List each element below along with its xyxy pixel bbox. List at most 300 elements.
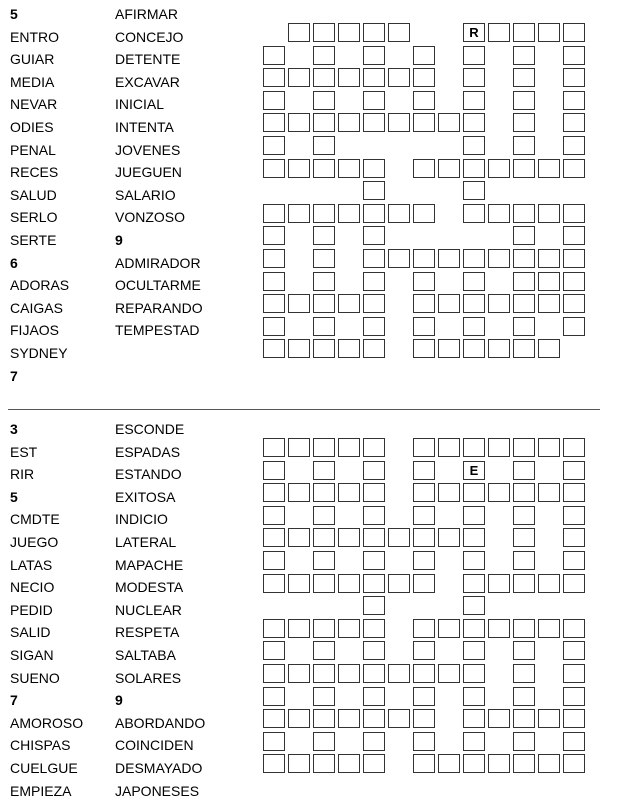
grid-cell[interactable] — [288, 574, 310, 593]
grid-cell[interactable] — [388, 528, 410, 547]
grid-cell[interactable] — [513, 339, 535, 358]
grid-cell[interactable] — [313, 317, 335, 336]
grid-cell[interactable] — [313, 249, 335, 268]
grid-cell[interactable] — [463, 619, 485, 638]
grid-cell[interactable] — [313, 23, 335, 42]
grid-cell[interactable] — [463, 574, 485, 593]
grid-cell[interactable] — [488, 619, 510, 638]
grid-cell[interactable] — [538, 204, 560, 223]
grid-cell[interactable] — [463, 159, 485, 178]
grid-cell[interactable] — [513, 113, 535, 132]
grid-cell[interactable] — [363, 159, 385, 178]
grid-cell[interactable] — [313, 438, 335, 457]
grid-cell[interactable] — [288, 619, 310, 638]
grid-cell[interactable] — [488, 159, 510, 178]
grid-cell[interactable] — [263, 204, 285, 223]
grid-cell[interactable] — [463, 506, 485, 525]
grid-cell[interactable] — [313, 709, 335, 728]
grid-cell[interactable] — [513, 709, 535, 728]
grid-cell[interactable] — [413, 68, 435, 87]
given-letter-cell[interactable]: E — [463, 461, 485, 480]
grid-cell[interactable] — [413, 574, 435, 593]
grid-cell[interactable] — [513, 551, 535, 570]
grid-cell[interactable] — [388, 709, 410, 728]
word-item: RESPETA — [115, 624, 180, 641]
grid-cell[interactable] — [263, 461, 285, 480]
grid-cell[interactable] — [263, 483, 285, 502]
grid-cell[interactable] — [488, 249, 510, 268]
grid-cell[interactable] — [538, 339, 560, 358]
grid-cell[interactable] — [363, 23, 385, 42]
grid-cell[interactable] — [563, 136, 585, 155]
grid-cell[interactable] — [263, 506, 285, 525]
grid-cell[interactable] — [338, 664, 360, 683]
grid-cell[interactable] — [263, 294, 285, 313]
grid-cell[interactable] — [413, 506, 435, 525]
grid-cell[interactable] — [363, 249, 385, 268]
grid-cell[interactable] — [263, 709, 285, 728]
word-item: ADMIRADOR — [115, 254, 201, 271]
grid-cell[interactable] — [263, 687, 285, 706]
grid-cell[interactable] — [313, 664, 335, 683]
grid-cell[interactable] — [413, 483, 435, 502]
grid-cell[interactable] — [263, 732, 285, 751]
grid-cell[interactable] — [463, 732, 485, 751]
grid-cell[interactable] — [338, 159, 360, 178]
grid-cell[interactable] — [263, 226, 285, 245]
grid-cell[interactable] — [513, 574, 535, 593]
grid-cell[interactable] — [463, 136, 485, 155]
grid-cell[interactable] — [263, 438, 285, 457]
grid-cell[interactable] — [463, 551, 485, 570]
grid-cell[interactable] — [463, 483, 485, 502]
grid-cell[interactable] — [563, 91, 585, 110]
grid-cell[interactable] — [563, 687, 585, 706]
grid-cell[interactable] — [338, 294, 360, 313]
grid-cell[interactable] — [413, 159, 435, 178]
grid-cell[interactable] — [463, 664, 485, 683]
word-item: SERLO — [10, 209, 58, 226]
grid-cell[interactable] — [338, 528, 360, 547]
grid-cell[interactable] — [363, 619, 385, 638]
word-item: CAIGAS — [10, 299, 63, 316]
grid-cell[interactable] — [538, 159, 560, 178]
grid-cell[interactable] — [388, 249, 410, 268]
grid-cell[interactable] — [338, 438, 360, 457]
grid-cell[interactable] — [563, 272, 585, 291]
grid-cell[interactable] — [413, 619, 435, 638]
grid-cell[interactable] — [513, 687, 535, 706]
grid-cell[interactable] — [563, 664, 585, 683]
grid-cell[interactable] — [338, 619, 360, 638]
grid-cell[interactable] — [463, 68, 485, 87]
grid-cell[interactable] — [563, 551, 585, 570]
grid-cell[interactable] — [413, 272, 435, 291]
grid-cell[interactable] — [263, 574, 285, 593]
grid-cell[interactable] — [563, 204, 585, 223]
grid-cell[interactable] — [288, 113, 310, 132]
grid-cell[interactable] — [488, 438, 510, 457]
grid-cell[interactable] — [563, 249, 585, 268]
grid-cell[interactable] — [313, 159, 335, 178]
grid-cell[interactable] — [338, 574, 360, 593]
grid-cell[interactable] — [513, 461, 535, 480]
grid-cell[interactable] — [438, 528, 460, 547]
grid-cell[interactable] — [538, 438, 560, 457]
grid-cell[interactable] — [463, 709, 485, 728]
word-item: OCULTARME — [115, 277, 201, 294]
grid-cell[interactable] — [463, 91, 485, 110]
grid-cell[interactable] — [513, 641, 535, 660]
length-header: 5 — [10, 6, 18, 22]
grid-cell[interactable] — [463, 204, 485, 223]
grid-cell[interactable] — [463, 641, 485, 660]
grid-cell[interactable] — [363, 574, 385, 593]
grid-cell[interactable] — [363, 272, 385, 291]
grid-cell[interactable] — [488, 483, 510, 502]
grid-cell[interactable] — [463, 528, 485, 547]
word-item: ESTANDO — [115, 466, 182, 483]
grid-cell[interactable] — [413, 664, 435, 683]
grid-cell[interactable] — [413, 91, 435, 110]
grid-cell[interactable] — [513, 272, 535, 291]
grid-cell[interactable] — [263, 249, 285, 268]
grid-cell[interactable] — [338, 754, 360, 773]
grid-cell[interactable] — [363, 664, 385, 683]
grid-cell[interactable] — [513, 754, 535, 773]
word-item: MAPACHE — [115, 556, 184, 573]
grid-cell[interactable] — [363, 732, 385, 751]
grid-cell[interactable] — [413, 339, 435, 358]
grid-cell[interactable] — [513, 204, 535, 223]
grid-cell[interactable] — [563, 226, 585, 245]
grid-cell[interactable] — [438, 249, 460, 268]
grid-cell[interactable] — [438, 339, 460, 358]
grid-cell[interactable] — [288, 159, 310, 178]
grid-cell[interactable] — [288, 664, 310, 683]
grid-cell[interactable] — [263, 664, 285, 683]
grid-cell[interactable] — [313, 272, 335, 291]
grid-cell[interactable] — [563, 113, 585, 132]
grid-cell[interactable] — [463, 46, 485, 65]
grid-cell[interactable] — [413, 204, 435, 223]
given-letter-cell[interactable]: R — [463, 23, 485, 42]
grid-cell[interactable] — [313, 339, 335, 358]
grid-cell[interactable] — [288, 294, 310, 313]
grid-cell[interactable] — [413, 438, 435, 457]
grid-cell[interactable] — [388, 204, 410, 223]
grid-cell[interactable] — [563, 294, 585, 313]
grid-cell[interactable] — [563, 732, 585, 751]
grid-cell[interactable] — [313, 506, 335, 525]
grid-cell[interactable] — [313, 68, 335, 87]
grid-cell[interactable] — [563, 709, 585, 728]
word-item: CMDTE — [10, 511, 60, 528]
grid-cell[interactable] — [363, 226, 385, 245]
grid-cell[interactable] — [338, 23, 360, 42]
grid-cell[interactable] — [513, 528, 535, 547]
grid-cell[interactable] — [513, 506, 535, 525]
grid-cell[interactable] — [513, 483, 535, 502]
word-item: SYDNEY — [10, 344, 68, 361]
grid-cell[interactable] — [463, 249, 485, 268]
grid-cell[interactable] — [313, 461, 335, 480]
grid-cell[interactable] — [263, 754, 285, 773]
grid-cell[interactable] — [288, 483, 310, 502]
grid-cell[interactable] — [538, 23, 560, 42]
grid-cell[interactable] — [563, 461, 585, 480]
grid-cell[interactable] — [538, 272, 560, 291]
grid-cell[interactable] — [488, 709, 510, 728]
grid-cell[interactable] — [263, 619, 285, 638]
grid-cell[interactable] — [463, 317, 485, 336]
grid-cell[interactable] — [363, 754, 385, 773]
grid-cell[interactable] — [413, 461, 435, 480]
grid-cell[interactable] — [463, 272, 485, 291]
grid-cell[interactable] — [263, 641, 285, 660]
grid-cell[interactable] — [363, 641, 385, 660]
grid-cell[interactable] — [313, 204, 335, 223]
grid-cell[interactable] — [413, 754, 435, 773]
word-item: SUENO — [10, 669, 60, 686]
grid-cell[interactable] — [263, 272, 285, 291]
grid-cell[interactable] — [563, 574, 585, 593]
grid-cell[interactable] — [263, 528, 285, 547]
word-item: SALUD — [10, 186, 57, 203]
grid-cell[interactable] — [363, 91, 385, 110]
grid-cell[interactable] — [413, 687, 435, 706]
grid-cell[interactable] — [513, 438, 535, 457]
grid-cell[interactable] — [263, 159, 285, 178]
grid-cell[interactable] — [513, 46, 535, 65]
grid-cell[interactable] — [488, 23, 510, 42]
grid-cell[interactable] — [288, 68, 310, 87]
grid-cell[interactable] — [363, 461, 385, 480]
grid-cell[interactable] — [513, 68, 535, 87]
grid-cell[interactable] — [288, 709, 310, 728]
grid-cell[interactable] — [538, 619, 560, 638]
word-item: DESMAYADO — [115, 759, 203, 776]
grid-cell[interactable] — [513, 249, 535, 268]
grid-cell[interactable] — [363, 339, 385, 358]
grid-cell[interactable] — [413, 46, 435, 65]
grid-cell[interactable] — [363, 317, 385, 336]
grid-cell[interactable] — [413, 641, 435, 660]
grid-cell[interactable] — [563, 619, 585, 638]
grid-cell[interactable] — [313, 687, 335, 706]
grid-cell[interactable] — [313, 574, 335, 593]
grid-cell[interactable] — [338, 339, 360, 358]
grid-cell[interactable] — [338, 204, 360, 223]
grid-cell[interactable] — [288, 528, 310, 547]
grid-cell[interactable] — [388, 23, 410, 42]
grid-cell[interactable] — [363, 68, 385, 87]
grid-cell[interactable] — [488, 339, 510, 358]
grid-cell[interactable] — [313, 528, 335, 547]
grid-cell[interactable] — [338, 709, 360, 728]
grid-cell[interactable] — [288, 23, 310, 42]
grid-cell[interactable] — [313, 551, 335, 570]
grid-cell[interactable] — [388, 664, 410, 683]
grid-cell[interactable] — [488, 204, 510, 223]
grid-cell[interactable] — [563, 46, 585, 65]
puzzle1-wordlist-col1 — [10, 3, 69, 387]
grid-cell[interactable] — [313, 46, 335, 65]
word-item: DETENTE — [115, 51, 181, 68]
word-item: SIGAN — [10, 646, 54, 663]
grid-cell[interactable] — [338, 113, 360, 132]
grid-cell[interactable] — [338, 483, 360, 502]
grid-cell[interactable] — [563, 159, 585, 178]
grid-cell[interactable] — [313, 226, 335, 245]
grid-cell[interactable] — [463, 113, 485, 132]
grid-cell[interactable] — [538, 294, 560, 313]
grid-cell[interactable] — [513, 619, 535, 638]
length-header: 7 — [10, 367, 18, 384]
grid-cell[interactable] — [513, 294, 535, 313]
grid-cell[interactable] — [413, 709, 435, 728]
grid-cell[interactable] — [513, 159, 535, 178]
grid-cell[interactable] — [488, 574, 510, 593]
grid-cell[interactable] — [388, 574, 410, 593]
word-item: SOLARES — [115, 669, 182, 686]
grid-cell[interactable] — [363, 528, 385, 547]
grid-cell[interactable] — [288, 339, 310, 358]
grid-cell[interactable] — [313, 483, 335, 502]
grid-cell[interactable] — [563, 317, 585, 336]
grid-cell[interactable] — [313, 754, 335, 773]
grid-cell[interactable] — [463, 339, 485, 358]
grid-cell[interactable] — [438, 619, 460, 638]
grid-cell[interactable] — [263, 339, 285, 358]
grid-cell[interactable] — [413, 249, 435, 268]
grid-cell[interactable] — [313, 294, 335, 313]
word-item: NUCLEAR — [115, 601, 182, 618]
grid-cell[interactable] — [463, 181, 485, 200]
word-item: JUEGUEN — [115, 164, 182, 181]
grid-cell[interactable] — [463, 438, 485, 457]
grid-cell[interactable] — [513, 732, 535, 751]
grid-cell[interactable] — [513, 136, 535, 155]
word-item: ADORAS — [10, 277, 70, 294]
grid-cell[interactable] — [313, 732, 335, 751]
grid-cell[interactable] — [438, 159, 460, 178]
grid-cell[interactable] — [363, 506, 385, 525]
grid-cell[interactable] — [513, 91, 535, 110]
grid-cell[interactable] — [563, 68, 585, 87]
grid-cell[interactable] — [513, 317, 535, 336]
grid-cell[interactable] — [363, 294, 385, 313]
grid-cell[interactable] — [438, 438, 460, 457]
grid-cell[interactable] — [563, 754, 585, 773]
grid-cell[interactable] — [363, 46, 385, 65]
word-item: VONZOSO — [115, 209, 186, 226]
grid-cell[interactable] — [413, 551, 435, 570]
length-header: 6 — [10, 254, 18, 271]
word-item: INTENTA — [115, 118, 174, 135]
grid-cell[interactable] — [363, 204, 385, 223]
grid-cell[interactable] — [363, 438, 385, 457]
grid-cell[interactable] — [313, 91, 335, 110]
word-item: REPARANDO — [115, 299, 203, 316]
grid-cell[interactable] — [263, 91, 285, 110]
grid-cell[interactable] — [338, 68, 360, 87]
grid-cell[interactable] — [263, 113, 285, 132]
grid-cell[interactable] — [388, 113, 410, 132]
grid-cell[interactable] — [288, 438, 310, 457]
grid-cell[interactable] — [363, 687, 385, 706]
grid-cell[interactable] — [438, 483, 460, 502]
grid-cell[interactable] — [438, 113, 460, 132]
grid-cell[interactable] — [438, 664, 460, 683]
grid-cell[interactable] — [288, 754, 310, 773]
word-item: JUEGO — [10, 533, 59, 550]
grid-cell[interactable] — [463, 596, 485, 615]
grid-cell[interactable] — [463, 687, 485, 706]
grid-cell[interactable] — [538, 754, 560, 773]
word-item: TEMPESTAD — [115, 322, 200, 339]
grid-cell[interactable] — [363, 551, 385, 570]
grid-cell[interactable] — [313, 136, 335, 155]
word-item: EXITOSA — [115, 488, 176, 505]
grid-cell[interactable] — [313, 619, 335, 638]
grid-cell[interactable] — [313, 113, 335, 132]
grid-cell[interactable] — [513, 664, 535, 683]
grid-cell[interactable] — [363, 113, 385, 132]
grid-cell[interactable] — [463, 294, 485, 313]
grid-cell[interactable] — [313, 641, 335, 660]
grid-cell[interactable] — [563, 23, 585, 42]
grid-cell[interactable] — [263, 46, 285, 65]
grid-cell[interactable] — [463, 754, 485, 773]
grid-cell[interactable] — [413, 294, 435, 313]
grid-cell[interactable] — [538, 709, 560, 728]
grid-cell[interactable] — [563, 528, 585, 547]
grid-cell[interactable] — [538, 574, 560, 593]
grid-cell[interactable] — [388, 68, 410, 87]
grid-cell[interactable] — [363, 596, 385, 615]
grid-cell[interactable] — [538, 249, 560, 268]
grid-cell[interactable] — [263, 68, 285, 87]
grid-cell[interactable] — [563, 483, 585, 502]
grid-cell[interactable] — [538, 483, 560, 502]
grid-cell[interactable] — [263, 317, 285, 336]
puzzle2-wordlist-col2 — [115, 418, 205, 802]
grid-cell[interactable] — [513, 23, 535, 42]
length-header: 7 — [10, 692, 18, 709]
grid-cell[interactable] — [288, 204, 310, 223]
grid-cell[interactable] — [438, 294, 460, 313]
grid-cell[interactable] — [488, 754, 510, 773]
grid-cell[interactable] — [563, 641, 585, 660]
grid-cell[interactable] — [413, 317, 435, 336]
grid-cell[interactable] — [563, 438, 585, 457]
grid-cell[interactable] — [413, 528, 435, 547]
grid-cell[interactable] — [363, 709, 385, 728]
grid-cell[interactable] — [563, 506, 585, 525]
grid-cell[interactable] — [413, 732, 435, 751]
grid-cell[interactable] — [413, 113, 435, 132]
grid-cell[interactable] — [488, 294, 510, 313]
grid-cell[interactable] — [263, 551, 285, 570]
grid-cell[interactable] — [363, 181, 385, 200]
word-item: RIR — [10, 466, 35, 483]
word-item: PENAL — [10, 141, 56, 158]
grid-cell[interactable] — [513, 226, 535, 245]
grid-cell[interactable] — [263, 136, 285, 155]
grid-cell[interactable] — [438, 754, 460, 773]
grid-cell[interactable] — [363, 483, 385, 502]
